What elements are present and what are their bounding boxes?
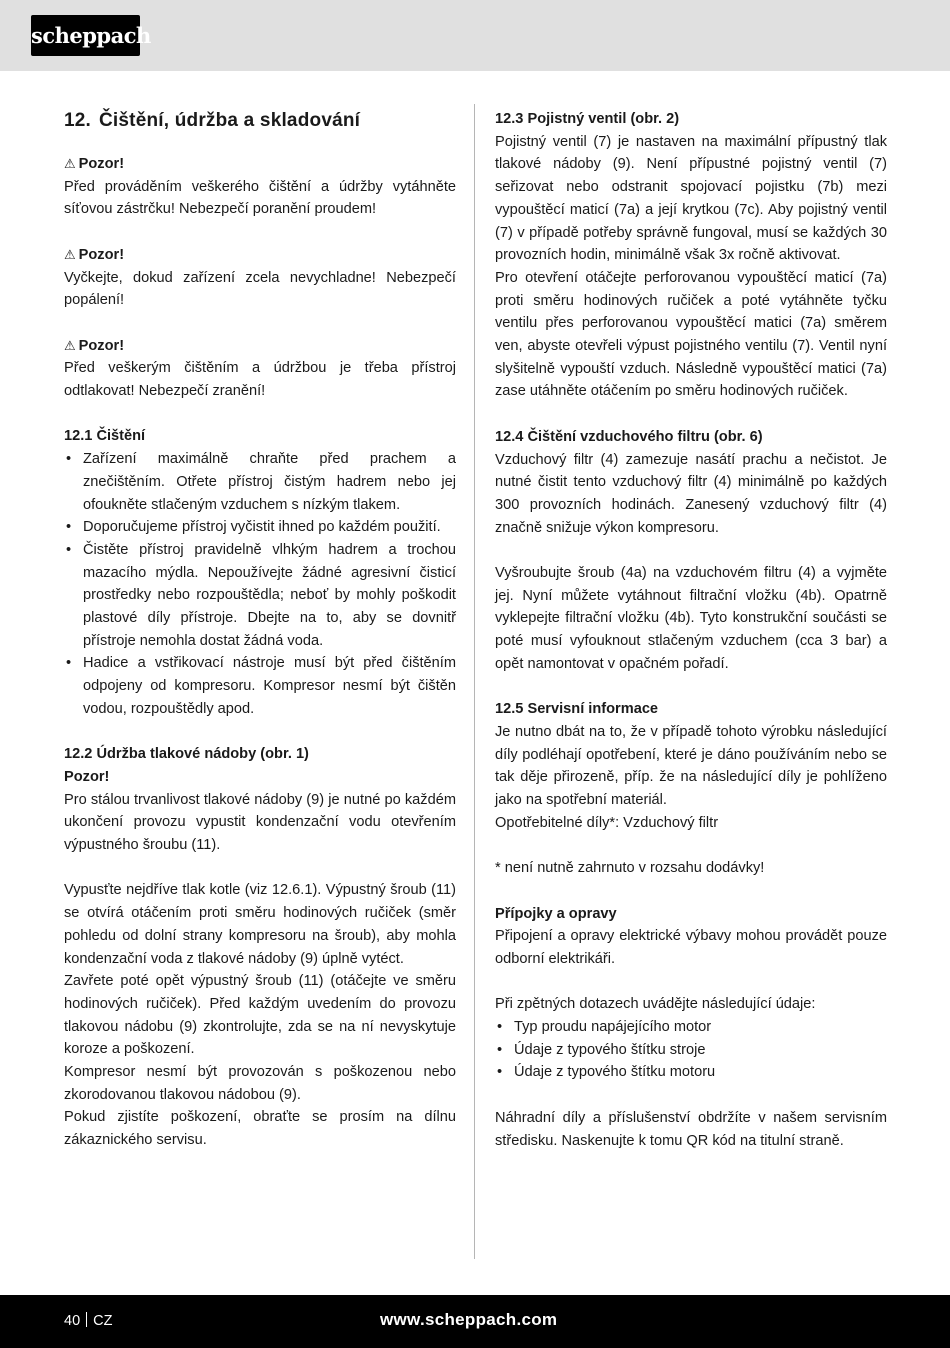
paragraph: Při zpětných dotazech uvádějte následující údaje: <box>495 996 816 1013</box>
column-divider <box>474 104 475 1259</box>
list-item: • Typ proudu napájejícího motor <box>495 1016 887 1039</box>
page-number: 40 <box>64 1313 81 1329</box>
section-title <box>64 108 456 134</box>
list-item: • Údaje z typového štítku motoru <box>495 1061 887 1084</box>
warning-1-label: Pozor! <box>78 156 125 172</box>
scheppach-logo: scheppach <box>31 15 140 56</box>
page-footer <box>0 1295 950 1348</box>
paragraph: Náhradní díly a příslušenství obdržíte v našem servisním středisku. Naskenujte k tomu QR kód na titulní straně. <box>495 1109 887 1149</box>
paragraph: Kompresor nesmí být provozován s poškozenou nebo zkorodovanou tlakovou nádobou (9). <box>64 1064 456 1103</box>
paragraph: Připojení a opravy elektrické výbavy mohou provádět pouze odborní elektrikáři. <box>495 928 887 967</box>
paragraph: Je nutno dbát na to, že v případě tohoto výrobku následující díly podléhají opotřebení, které je dáno používáním nebo se tak děje přirozeně, příp. že na následující díly je pohlíženo jako na spotřební materiál. <box>495 723 887 809</box>
warning-2-label: Pozor! <box>78 246 125 263</box>
right-column <box>495 108 887 1152</box>
list-item: • Hadice a vstřikovací nástroje musí být před čištěním odpojeny od kompresoru. Kompresor nesmí být čištěn vodou, rozpouštědly apod. <box>64 652 456 720</box>
subsection-title-12-2: 12.2 Údržba tlakové nádoby (obr. 1) <box>64 746 309 763</box>
paragraph: Pro otevření otáčejte perforovanou vypouštěcí maticí (7a) proti směru hodinových ručiček a poté vytáhněte tyčku ventilu přes perforovanou vypouštěcí matici (7a) směrem ven, abyste otevřeli výpust pojistného ventilu (7). Ventil nyní slyšitelně vypouští vzduch. Následně vypouštěcí matici (7a) zase utáhněte otáčením po směru hodinových ručiček. <box>495 269 887 400</box>
website-link[interactable]: www.scheppach.com <box>380 1310 558 1329</box>
warning-triangle-icon: ⚠ <box>64 246 76 262</box>
subsection-title-12-5: 12.5 Servisní informace <box>495 701 659 718</box>
warning-3-text: Před veškerým čištěním a údržbou je třeba přístroj odtlakovat! Nebezpečí zranění! <box>64 360 456 399</box>
warning-1-title <box>64 153 456 176</box>
wear-parts-line: Opotřebitelné díly*: Vzduchový filtr <box>495 814 719 831</box>
paragraph: Vzduchový filtr (4) zamezuje nasátí prachu a nečistot. Je nutné čistit tento vzduchový filtr (4) minimálně po každých 300 provozních hodinách. Zanesený vzduchový filtr (4) značně snižuje výkon kompresoru. <box>495 451 887 536</box>
cleaning-list <box>64 448 456 720</box>
paragraph: Vyšroubujte šroub (4a) na vzduchovém filtru (4) a vyjměte jej. Nyní můžete vytáhnout filtrační vložku (4b). Opatrně vyklepejte filtrační vložku (4b). Tyto konstrukční součásti se poté musí vyfouknout stlačeným vzduchem (cca 3 bar) a opět namontovat v opačném pořadí. <box>495 565 887 672</box>
paragraph: Pro stálou trvanlivost tlakové nádoby (9) je nutné po každém ukončení provozu vypustit kondenzační vodu otevřením výpustného šroubu (11). <box>64 791 456 854</box>
warning-1-text: Před prováděním veškerého čištění a údržby vytáhněte síťovou zástrčku! Nebezpečí poranění proudem! <box>64 178 456 218</box>
list-item: • Čistěte přístroj pravidelně vlhkým hadrem a trochou mazacího mýdla. Nepoužívejte žádné agresivní čisticí prostředky nebo rozpouštědla; neboť by mohly poškodit plastové díly přístroje. Dbejte na to, aby se dovnitř přístroje nemohla dostat žádná voda. <box>64 539 456 653</box>
section-number: 12. <box>64 110 92 131</box>
page-number-block <box>64 1310 112 1332</box>
warning-2-text: Vyčkejte, dokud zařízení zcela nevychladne! Nebezpečí popálení! <box>64 269 456 309</box>
paragraph: Vypusťte nejdříve tlak kotle (viz 12.6.1). Výpustný šroub (11) se otvírá otáčením proti směru hodinových ručiček (směr pohledu od dolní strany kompresoru na šroub), aby mohla kondenzační voda z tlakové nádoby (9) úplně vytéct. <box>64 882 456 967</box>
warning-3-title <box>64 335 456 358</box>
subsection-title-12-3: 12.3 Pojistný ventil (obr. 2) <box>495 111 680 127</box>
warning-triangle-icon: ⚠ <box>64 156 76 171</box>
warning-3-label: Pozor! <box>78 337 125 354</box>
subsection-title-12-1: 12.1 Čištění <box>64 428 146 445</box>
paragraph: Pojistný ventil (7) je nastaven na maximální přípustný tlak tlakové nádoby (9). Není přípustné pojistný ventil (7) seřizovat nebo odstranit spojovací pojistku (7b) mezi vypouštěcí maticí (7a) a její krytkou (7c). Aby pojistný ventil (7) v případě potřeby správně fungoval, musí se každých 30 provozních hodin, minimálně však 3x ročně aktivovat. <box>495 133 887 264</box>
language-code: CZ <box>93 1313 113 1329</box>
left-column <box>64 108 456 1152</box>
subsection-12-2-warning: Pozor! <box>64 768 110 785</box>
section-title-text: Čištění, údržba a skladování <box>99 110 361 131</box>
paragraph: Zavřete poté opět výpustný šroub (11) (otáčejte ve směru hodinových ručiček). Před každým uvedením do provozu tlakovou nádobu (9) zkontrolujte, zda se na ní nevyskytuje koroze a poškození. <box>64 973 456 1058</box>
separator <box>86 1312 87 1327</box>
subsection-title-12-4: 12.4 Čištění vzduchového filtru (obr. 6) <box>495 428 763 445</box>
page-header <box>0 0 950 71</box>
list-item: • Údaje z typového štítku stroje <box>495 1039 887 1062</box>
footnote: * není nutně zahrnuto v rozsahu dodávky! <box>495 860 765 877</box>
paragraph: Pokud zjistíte poškození, obraťte se prosím na dílnu zákaznického servisu. <box>64 1109 456 1149</box>
connections-title: Přípojky a opravy <box>495 905 617 922</box>
warning-2-title <box>64 244 456 267</box>
list-item: • Zařízení maximálně chraňte před prachem a znečištěním. Otřete přístroj čistým hadrem nebo jej ofoukněte stlačeným vzduchem s nízkým tlakem. <box>64 448 456 516</box>
warning-triangle-icon: ⚠ <box>64 337 76 353</box>
info-list <box>495 1016 887 1084</box>
list-item: • Doporučujeme přístroj vyčistit ihned po každém použití. <box>64 516 456 539</box>
